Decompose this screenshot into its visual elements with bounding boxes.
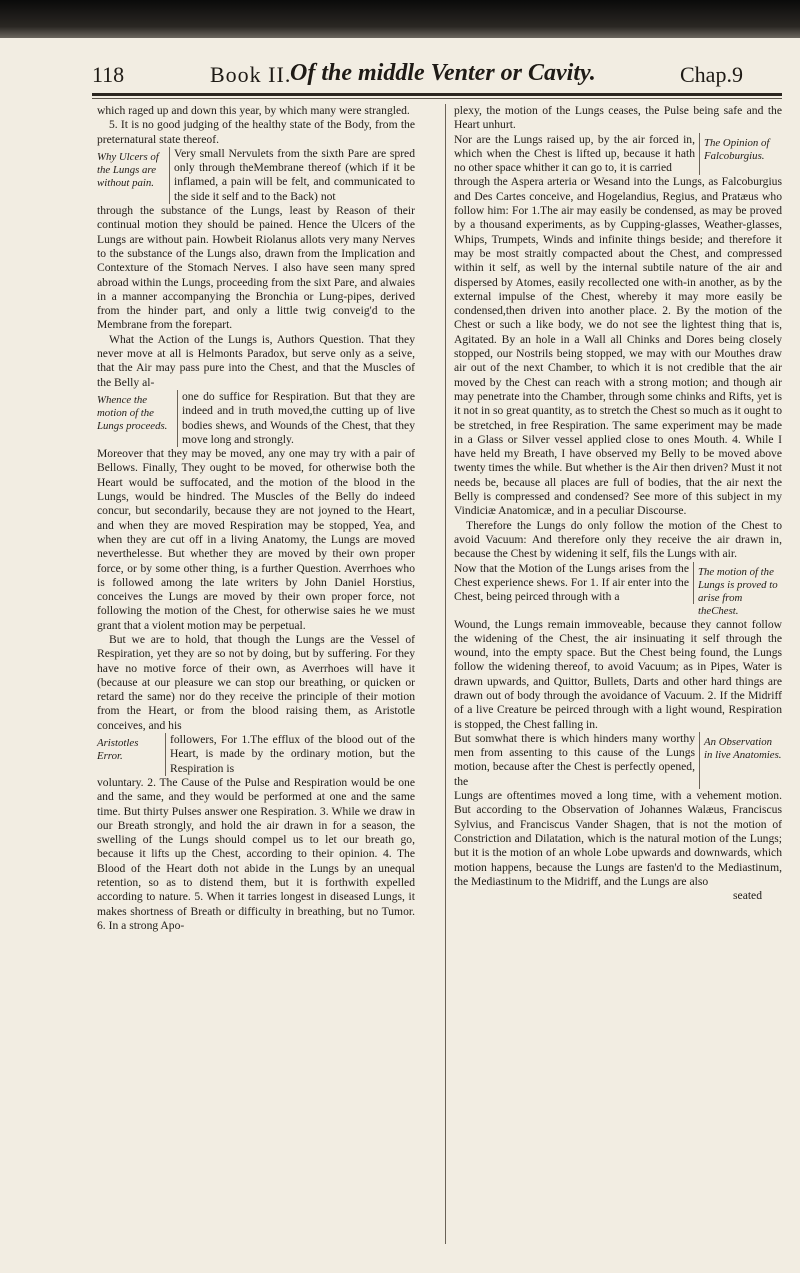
- margin-note: The Opinion of Falcoburgius.: [704, 136, 770, 162]
- paragraph: Therefore the Lungs do only follow the motion of the Chest to avoid Vacuum: And therefore only they receive the air drawn in, because the Chest by widening it self, fils the Lungs with air.: [454, 518, 782, 561]
- page-header: [0, 58, 800, 94]
- paragraph: Lungs are oftentimes moved a long time, with a vehement motion. But according to the Observation of Johannes Walæus, Franciscus Sylvius, and Franciscus Vander Shagen, that is not the motion of Constriction and Dilatation, which is the natural motion of the Lungs; but it is the motion of an whole Lobe upwards and downwards, which motion happens, because the Lungs are fasten'd to the Mediastinum, the Mediastinum to the Midriff, and the Lungs are also: [454, 789, 782, 888]
- paragraph: plexy, the motion of the Lungs ceases, the Pulse being safe and the Heart unhurt.: [454, 104, 782, 132]
- margin-note-block: [454, 732, 782, 789]
- margin-note: An Observation in live Anatomies.: [704, 735, 782, 761]
- margin-note-block: [97, 390, 415, 447]
- catchword: seated: [733, 889, 762, 903]
- margin-note: Why Ulcers of the Lungs are without pain.: [97, 150, 159, 189]
- margin-note: Whence the motion of the Lungs proceeds.: [97, 393, 168, 432]
- column-divider: [445, 104, 446, 1244]
- paragraph: Wound, the Lungs remain immoveable, because they cannot follow the widening of the Chest, the air insinuating it self through the wound, into the empty space. But the Chest being found, the Lungs follow the widening thereof, to avoid Vacuum; as in Pipes, Water is drawn upwards, and Quittor, Bullets, Darts and other hard things are drawn out of body through the avoidance of Vacuum. 2. If the Midriff of a live Creature be peirced through with a light wound, Respiration is stopped, the Chest falling in.: [454, 617, 782, 731]
- margin-note-block: [97, 733, 415, 776]
- paragraph: through the substance of the Lungs, least by Reason of their continual motion they should be pained. Hence the Ulcers of the Lungs are without pain. Howbeit Riolanus allots very many Nerves to the substance of the Lungs also, drawn from the Implication and Contexture of the Stomach Nerves. I also have seen many spred abroad within the Lungs, proceeding from the sixt Pare, and alwaies in a manner accompanying the Bronchia or Lung-pipes, derived from the hinder part, and only a little twig conveig'd to the Membrane from the forepart.: [97, 204, 415, 332]
- left-column: [97, 104, 415, 933]
- paragraph: Moreover that they may be moved, any one may try with a pair of Bellows. Finally, They ought to be moved, for otherwise both the Heart would be suffocated, and the motion of the blood in the Lungs, would be hindred. The Muscles of the Belly do indeed concur, but secondarily, because they are not joyned to the Heart, and when they are moved Respiration may be stopped, Yea, and when they are cut off in a living Anatomy, the Lungs are moved neverthelesse. But whether they are moved by their own proper force, or by some other thing, is a further Question. Averrhoes who is followed among the late writers by John Daniel Horstius, conceives the Lungs are moved by their own proper force, not following the motion of the Chest, for otherwise saies he we must grant that a violent motion may be perpetual.: [97, 447, 415, 632]
- scan-top-edge: [0, 0, 800, 38]
- margin-note: Aristotles Error.: [97, 737, 139, 763]
- paragraph: which raged up and down this year, by which many were strangled.: [97, 104, 410, 117]
- header-rule-thin: [92, 98, 782, 99]
- paragraph: What the Action of the Lungs is, Authors Question. That they never move at all is Helmonts Paradox, but serve only as a seive, that the Air may pass pure into the Chest, and that the Muscles of the Belly al-: [97, 332, 415, 389]
- right-column: [454, 104, 782, 903]
- paragraph: one do suffice for Respiration. But that they are indeed and in truth moved,the cutting up of live bodies shews, and Wounds of the Chest, that they move long and strongly.: [177, 390, 415, 447]
- paragraph: Now that the Motion of the Lungs arises from the Chest experience shews. For 1. If air enter into the Chest, being peirced through with a: [454, 562, 694, 605]
- paragraph: voluntary. 2. The Cause of the Pulse and Respiration would be one and the same, and they would be performed at one and the same time. But thirty Pulses answer one Respiration. 3. While we draw in our Breath strongly, and hold the air drawn in for a season, the swelling of the Lungs should compel us to let our breath go, because it lifts up the Chest, according to their opinion. 4. The Blood of the Heart doth not abide in the Lungs by an unequal retention, so as to distend them, but it is forthwith expelled according to nature. 5. When it tarries longest in diseased Lungs, it makes shortness of Breath or difficulty in breathing, but no Tumor. 6. In a strong Apo-: [97, 775, 415, 932]
- margin-note-block: [454, 133, 782, 176]
- chapter-label: Chap.9: [680, 62, 743, 87]
- header-rule: [92, 93, 782, 96]
- paragraph: But we are to hold, that though the Lungs are the Vessel of Respiration, yet they are so not by doing, but by suffering. For they have no motive force of their own, as Averrhoes will have it (because at our pleasure we can stop our breathing, or quicken or retard the same) nor do they receive the principle of their motion from the Heart, or from the blood raising them, as Aristotle conceives, and his: [97, 632, 415, 732]
- margin-note: The motion of the Lungs is proved to arise from theChest.: [698, 565, 778, 617]
- running-title: Of the middle Venter or Cavity.: [290, 60, 596, 86]
- paragraph: But somwhat there is which hinders many worthy men from assenting to this cause of the Lungs motion, because after the Chest is perfectly opened, the: [454, 732, 700, 789]
- paragraph: Very small Nervulets from the sixth Pare are spred only through theMembrane thereof (which if it be inflamed, a pain will be felt, and communicated to the side it self and to the Back) not: [169, 147, 415, 204]
- paragraph: 5. It is no good judging of the healthy state of the Body, from the preternatural state thereof.: [97, 118, 415, 146]
- paragraph: Nor are the Lungs raised up, by the air forced in, which when the Chest is lifted up, because it hath no other space whither it can go to, it is carried: [454, 133, 700, 176]
- margin-note-block: [454, 562, 782, 618]
- paragraph: through the Aspera arteria or Wesand into the Lungs, as Falcoburgius and Des Cartes conceive, and Hogelandius, Regius, and Pratæus who follow him: For 1.The air may easily be condensed, as may be proved by a thousand experiments, as by Cupping-glasses, Weather-glasses, Whips, Trumpets, Winds and infinite things beside; and therefore it may be most straitly compacted about the Chest, and compressed within it self, as well by the internal subtile nature of the air and dispersed by Atomes, easily recollected one with-in another, as by the external impulse of the Chest, whereby it may more easily be condensed,then driven into another place. 2. By the motion of the Chest or such a like body, we do not see the lightest thing that is, Agitated. By an hole in a Wall all Chinks and Dores being closely stopped, our Nostrils being stopped, we may with our Mouthes draw air out of the next Chamber, to which it is not credible that the air moved by the Chest can reach with a strong motion; and though air may penetrate into the Chamber, through some chinks and Rifts, yet is it not in so great quantity, as to stretch the Chest so much as it ought to be stretched, in free Respiration. The same experiment may be made in a Glass or Silver vessel applied close to ones Mouth. 4. While I have held my Breath, I have observed my Belly to be moved above twenty times the while. But whether is the Air then driven? Must it not needs be, because all places are full of bodies, that the air next the Belly is compressed and condensed? See more of this subject in my Vindiciæ Anatomicæ, and in a peculiar Discourse.: [454, 175, 783, 518]
- page-number: 118: [92, 62, 125, 87]
- book-label: Book II.: [210, 62, 292, 87]
- margin-note-block: [97, 147, 415, 204]
- paragraph: followers, For 1.The efflux of the blood out of the Heart, is made by the ordinary motion, but the Respiration is: [165, 733, 415, 776]
